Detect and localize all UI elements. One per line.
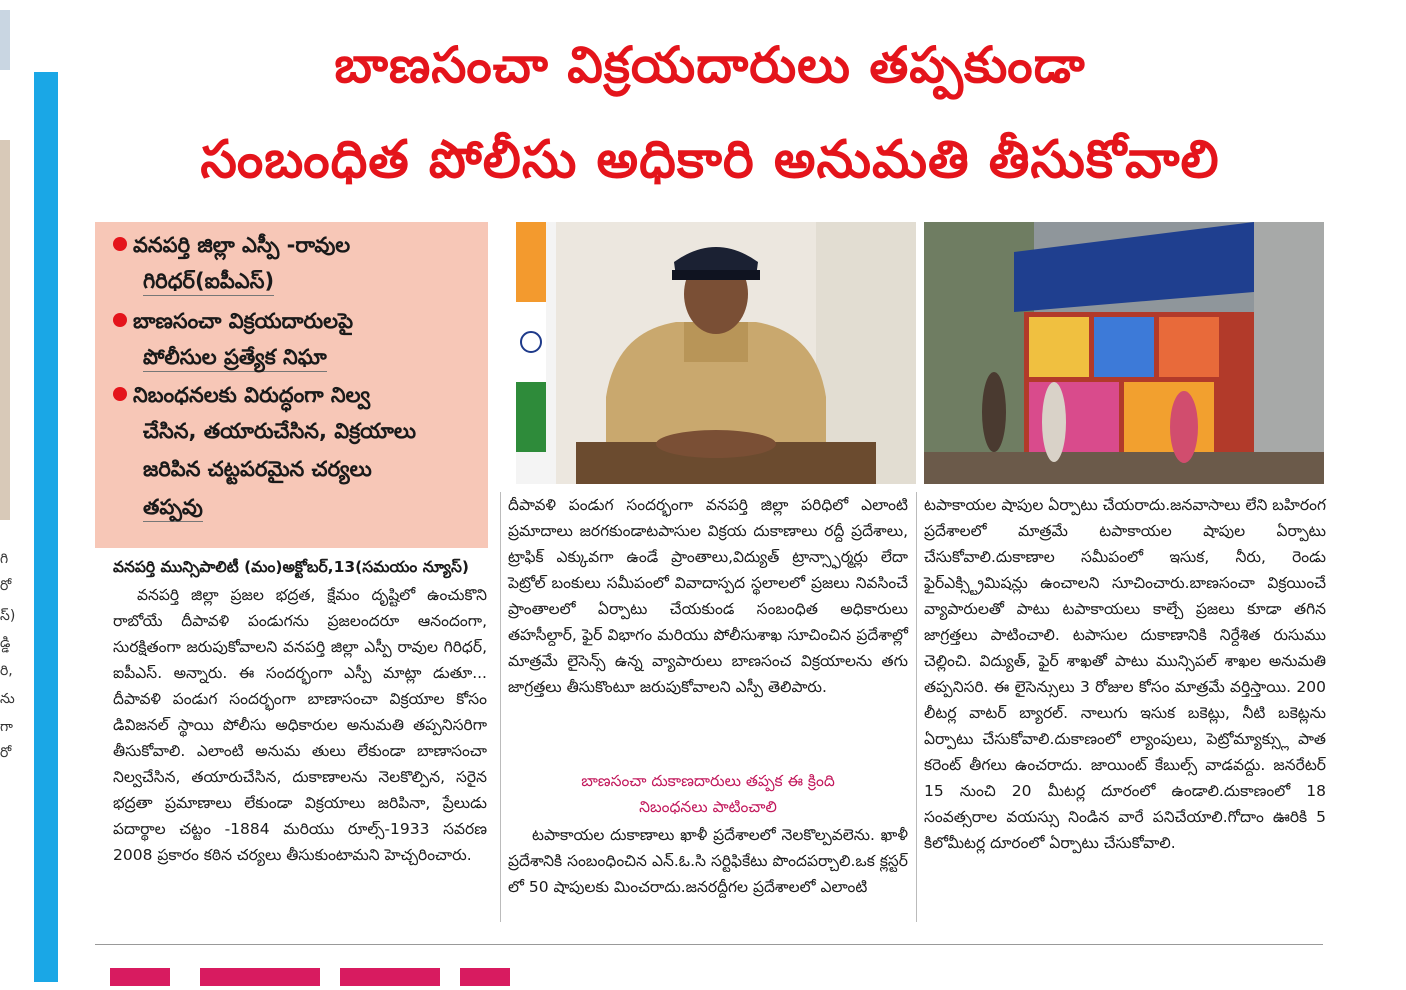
cutoff-glyph: రో	[0, 578, 12, 594]
article-column-2	[508, 492, 908, 700]
headline-line-1: బాణసంచా విక్రయదారులు తప్పకుండా	[334, 36, 1086, 94]
cutoff-glyph: స్)	[0, 608, 16, 624]
column-divider	[500, 492, 501, 922]
photo-police-officer	[516, 222, 916, 484]
bottom-rule	[95, 944, 1323, 945]
officer-photo-icon	[516, 222, 916, 484]
article-paragraph: దీపావళి పండుగ సందర్భంగా వనపర్తి జిల్లా పరిధిలో ఎలాంటి ప్రమాదాలు జరగకుండాటపాసుల విక్రయ దుకాణాలు రద్దీ ప్రదేశాలు, ట్రాఫిక్ ఎక్కువగా ఉండే ప్రాంతాలు,విద్యుత్ ట్రాన్స్ఫార్మర్లు లేదా పెట్రోల్ బంకులు సమీపంలో వివాదాస్పద స్థలాలలో ప్రజలు నివసించే ప్రాంతాలలో ఏర్పాటు చేయకుండ సంబంధిత అధికారులు తహసీల్దార్, ఫైర్ విభాగం మరియు పోలీసుశాఖ సూచించిన ప్రదేశాల్లో మాత్రమే లైసెన్స్ ఉన్న వ్యాపారులు బాణసంచ విక్రయాలను తగు జాగ్రత్తలు తీసుకొంటూ జరుపుకోవాలని ఎస్పీ తెలిపారు.	[508, 496, 908, 696]
fireworks-stall-photo-icon	[924, 222, 1324, 484]
highlight-item: బాణసంచా విక్రయదారులపై	[113, 302, 353, 340]
column-divider	[916, 492, 917, 922]
cutoff-image-middle	[0, 140, 10, 520]
highlight-line: చేసిన, తయారుచేసిన, విక్రయాలు	[143, 419, 417, 443]
article-subheading: బాణసంచా దుకాణదారులు తప్పక ఈ క్రింది నిబంధనలు పాటించాలి	[581, 772, 835, 816]
article-column-3	[924, 492, 1326, 856]
highlight-line: గిరిధర్(ఐపీఎస్)	[143, 269, 274, 296]
accent-bar	[34, 72, 58, 982]
article-column-2b	[508, 822, 908, 900]
headline-line-2: సంబంధిత పోలీసు అధికారి అనుమతి తీసుకోవాలి	[200, 130, 1220, 190]
highlight-item: నిబంధనలకు విరుద్ధంగా నిల్వ	[113, 376, 370, 414]
article-paragraph: వనపర్తి జిల్లా ప్రజల భద్రత, క్షేమం దృష్టిలో ఉంచుకొని రాబోయే దీపావళి పండుగను ప్రజలందరూ ఆనందంగా, సురక్షితంగా జరుపుకోవాలని వనపర్తి జిల్లా ఎస్పీ రావుల గిరిధర్, ఐపీఎస్. అన్నారు. ఈ సందర్భంగా ఎస్పీ మాట్లా డుతూ... దీపావళి పండుగ సందర్భంగా బాణాసంచా విక్రయాల కోసం డివిజనల్ స్థాయి పోలీసు అధికారుల అనుమతి తప్పనిసరిగా తీసుకోవాలి. ఎలాంటి అనుమ తులు లేకుండా బాణాసంచా నిల్వచేసిన, తయారుచేసిన, దుకాణాలను నెలకొల్పిన, సరైన భద్రతా ప్రమాణాలు లేకుండా విక్రయాలు జరిపినా, ప్రేలుడు పదార్థాల చట్టం -1884 మరియు రూల్స్-1933 సవరణ 2008 ప్రకారం కఠిన చర్యలు తీసుకుంటామని హెచ్చరించారు.	[113, 586, 487, 864]
left-edge-strip	[0, 0, 34, 982]
cutoff-glyph: రి,	[0, 663, 13, 679]
highlight-line: పోలీసుల ప్రత్యేక నిఘా	[143, 345, 327, 372]
article-paragraph: టపాకాయల దుకాణాలు ఖాళీ ప్రదేశాలలో నెలకొల్పవలెను. ఖాళీ ప్రదేశానికి సంబంధించిన ఎన్.ఓ.సి సర్టిఫికేటు పొందపర్చాలి.ఒక క్లస్టర్ లో 50 షాపులకు మించరాదు.జనరద్దీగల ప్రదేశాలలో ఎలాంటి	[508, 826, 908, 896]
cutoff-glyph: గి	[0, 551, 9, 567]
highlight-line: జరిపిన చట్టపరమైన చర్యలు	[143, 457, 372, 481]
cutoff-glyph: డ్డి	[0, 635, 11, 651]
bullet-dot-icon	[113, 313, 127, 327]
cutoff-glyph: రో	[0, 745, 12, 761]
article-paragraph: టపాకాయల షాపుల ఏర్పాటు చేయరాదు.జనవాసాలు లేని బహిరంగ ప్రదేశాలలో మాత్రమే టపాకాయల షాపుల ఏర్పాటు చేసుకోవాలి.దుకాణాల సమీపంలో ఇసుక, నీరు, రెండు ఫైర్ఎక్స్ట్రిమిషన్లు ఉంచాలని సూచించారు.బాణసంచా విక్రయించే వ్యాపారులతో పాటు టపాకాయలు కాల్చే ప్రజలు కూడా తగిన జాగ్రత్తలు పాటించాలి. టపాసుల దుకాణానికి నిర్దేశిత రుసుము చెల్లించి. విద్యుత్, ఫైర్ శాఖతో పాటు మున్సిపల్ శాఖల అనుమతి తప్పనిసరి. ఈ లైసెన్సులు 3 రోజుల కోసం మాత్రమే వర్తిస్తాయి. 200 లీటర్ల వాటర్ బ్యారల్. నాలుగు ఇసుక బకెట్లు, నీటి బకెట్లను ఏర్పాటు చేసుకోవాలి.దుకాణంలో ల్యాంపులు, పెట్రోమ్యాక్స్లు పాత కరెంట్ తీగలు ఉంచరాదు. జాయింట్ కేబుల్స్ వాడవద్దు. జనరేటర్ 15 నుంచి 20 మీటర్ల దూరంలో ఉండాలి.దుకాణంలో 18 సంవత్సరాల వయస్సు నిండిన వారే పనిచేయాలి.గోదాం ఊరికి 5 కిలోమీటర్ల దూరంలో ఏర్పాటు చేసుకోవాలి.	[924, 496, 1326, 852]
next-article-headline-cutoff	[110, 960, 510, 990]
bullet-dot-icon	[113, 237, 127, 251]
article-dateline: వనపర్తి మున్సిపాలిటీ (మం)అక్టోబర్,13(సమయం న్యూస్)	[113, 558, 469, 576]
article-column-1	[113, 582, 487, 868]
bullet-dot-icon	[113, 387, 127, 401]
cutoff-image-top	[0, 10, 10, 70]
photo-fireworks-stall	[924, 222, 1324, 484]
cutoff-glyph: గా	[0, 719, 13, 735]
cutoff-glyph: ను	[0, 691, 15, 707]
highlight-item: వనపర్తి జిల్లా ఎస్పీ -రావుల	[113, 226, 350, 264]
highlights-box	[95, 222, 488, 548]
highlight-line: తప్పవు	[143, 495, 203, 522]
